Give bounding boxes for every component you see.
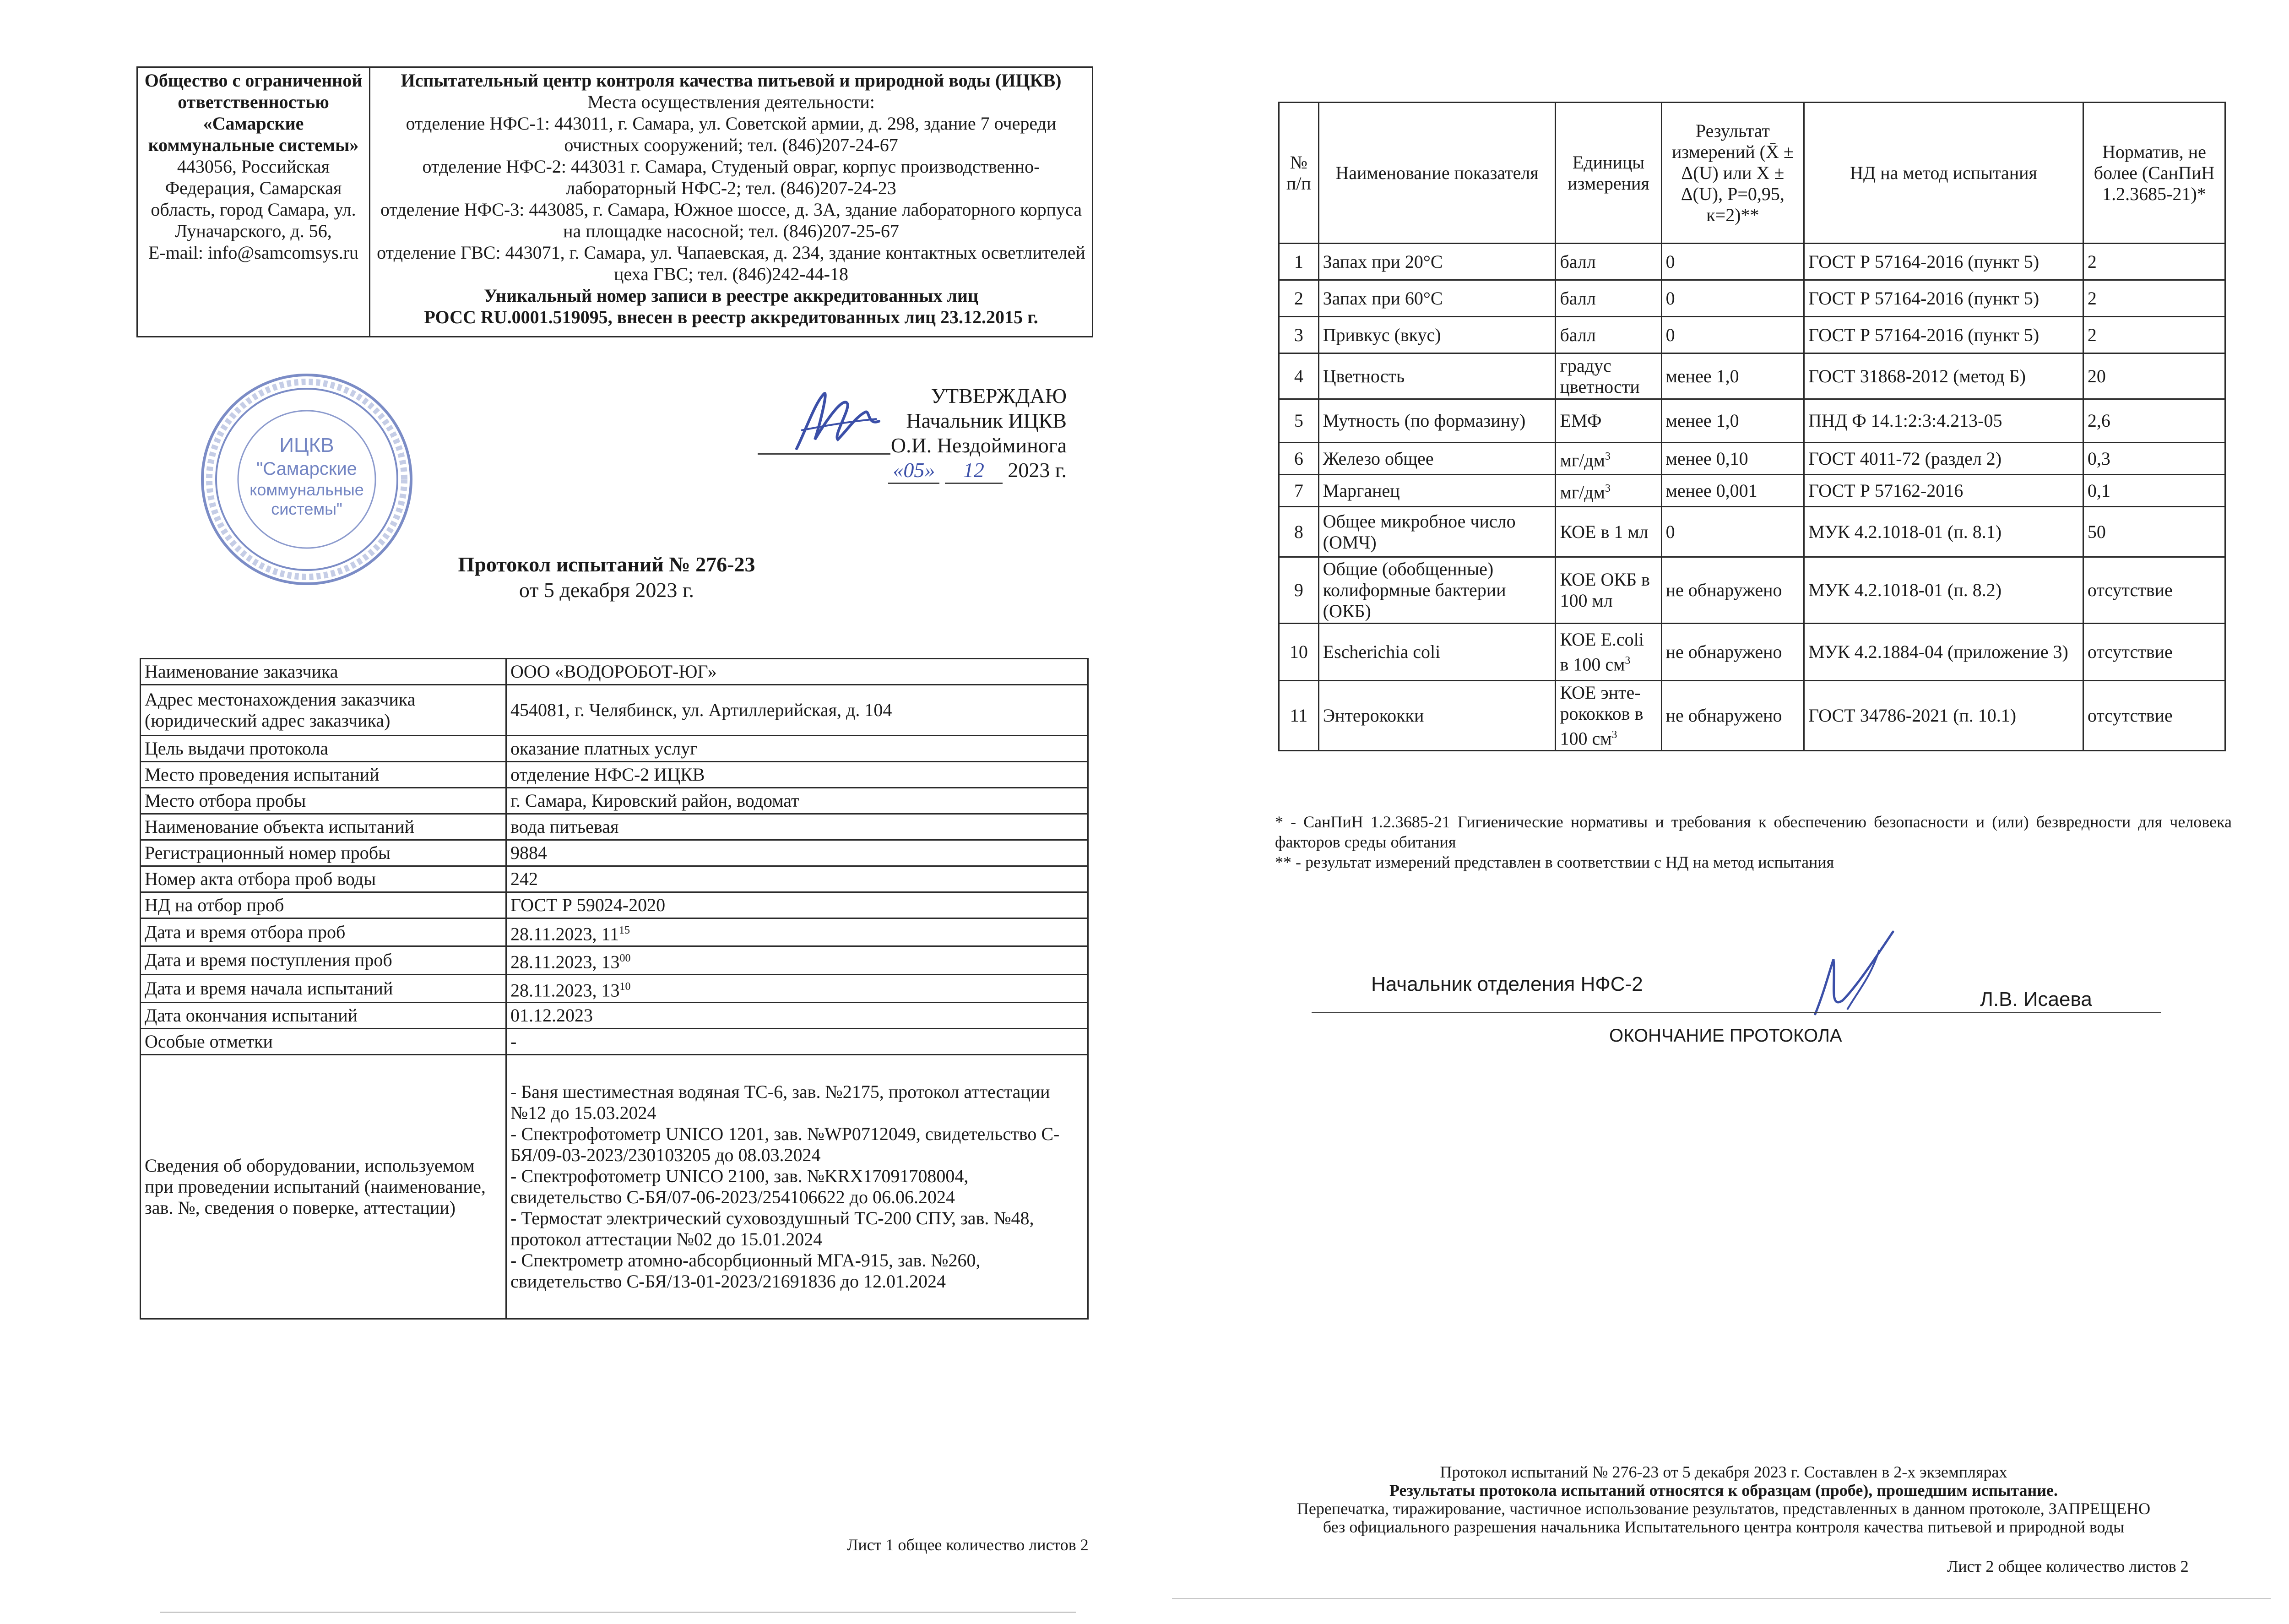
result-unit-text: балл <box>1560 251 1596 272</box>
result-unit-text: КОЕ энте-рококков в 100 см <box>1560 682 1644 749</box>
result-name <box>1318 557 1556 624</box>
header-table <box>136 66 1093 337</box>
info-value-text: 28.11.2023, 13 <box>510 951 620 972</box>
org-name: Общество с ограниченной ответственностью <box>144 70 363 112</box>
info-row <box>141 918 1088 946</box>
result-norm <box>2083 399 2225 443</box>
registry-line-1: Уникальный номер записи в реестре аккредитованных лиц <box>483 285 979 306</box>
result-unit-text: КОЕ E.coli в 100 см <box>1560 629 1644 675</box>
page2-footer: Лист 2 общее количество листов 2 <box>1947 1557 2189 1575</box>
footnote-sanpin: * - СанПиН 1.2.3685-21 Гигиенические нормативы и требования к обеспечению безопасности и (или) безвредности для человека факторов среды обитания <box>1275 813 2232 851</box>
result-n-text: 5 <box>1294 410 1303 431</box>
result-unit <box>1556 244 1661 280</box>
approval-day: «05» <box>888 458 939 484</box>
info-value-text: г. Самара, Кировский район, водомат <box>510 790 799 811</box>
result-method <box>1804 475 2083 507</box>
time-minutes: 10 <box>619 980 631 993</box>
result-name <box>1318 443 1556 475</box>
fine-line-4: без официального разрешения начальника Испытательного центра контроля качества питьевой и природной воды <box>1323 1518 2125 1536</box>
result-name <box>1318 317 1556 353</box>
organization-cell <box>137 67 370 337</box>
equipment-item: - Спектрофотометр UNICO 1201, зав. №WP0712049, свидетельство С-БЯ/09-03-2023/230103205 до 08.03.2024 <box>510 1123 1060 1165</box>
result-result-text: не обнаружено <box>1665 580 1782 600</box>
result-row <box>1279 353 2225 399</box>
result-unit <box>1556 443 1661 475</box>
signer-name: Л.В. Исаева <box>1980 988 2092 1010</box>
result-norm <box>2083 624 2225 681</box>
info-value <box>506 840 1088 866</box>
info-key: НД на отбор проб <box>141 892 506 918</box>
place-nfs3: отделение НФС-3: 443085, г. Самара, Южное шоссе, д. 3А, здание лабораторного корпуса на площадке насосной; тел. (846)207-25-67 <box>380 199 1082 241</box>
fine-line-1: Протокол испытаний № 276-23 от 5 декабря 2023 г. Составлен в 2-х экземплярах <box>1440 1463 2007 1481</box>
result-row <box>1279 399 2225 443</box>
result-result <box>1661 681 1804 751</box>
equipment-label: Сведения об оборудовании, используемом при проведении испытаний (наименование, зав. №, сведения о поверке, аттестации) <box>141 1054 506 1319</box>
result-result-text: 0 <box>1665 288 1675 309</box>
info-value <box>506 892 1088 918</box>
time-minutes: 15 <box>619 924 630 936</box>
scan-edge <box>160 1612 1076 1613</box>
col-norm: Норматив, не более (СанПиН 1.2.3685-21)* <box>2083 103 2225 244</box>
info-row <box>141 840 1088 866</box>
result-name <box>1318 244 1556 280</box>
approval-month: 12 <box>945 458 1003 484</box>
info-value-text: - <box>510 1031 517 1052</box>
col-units: Единицы измерения <box>1556 103 1661 244</box>
result-norm <box>2083 443 2225 475</box>
info-value-text: ГОСТ Р 59024-2020 <box>510 895 666 915</box>
result-method-text: ГОСТ Р 57164-2016 (пункт 5) <box>1808 251 2039 272</box>
info-key: Адрес местонахождения заказчика (юридический адрес заказчика) <box>141 685 506 736</box>
result-name-text: Общее микробное число (ОМЧ) <box>1323 511 1516 553</box>
result-result-text: 0 <box>1665 324 1675 345</box>
result-norm <box>2083 475 2225 507</box>
result-unit <box>1556 624 1661 681</box>
result-unit-text: балл <box>1560 324 1596 345</box>
approval-word: УТВЕРЖДАЮ <box>931 384 1067 407</box>
protocol-end: ОКОНЧАНИЕ ПРОТОКОЛА <box>1609 1026 1842 1046</box>
place-gvs: отделение ГВС: 443071, г. Самара, ул. Чапаевская, д. 234, здание контактных осветлителей цеха ГВС; тел. (846)242-44-18 <box>377 242 1085 284</box>
result-n-text: 10 <box>1289 641 1308 662</box>
result-n <box>1279 317 1319 353</box>
info-row <box>141 1002 1088 1028</box>
result-result-text: менее 1,0 <box>1665 365 1739 386</box>
result-row <box>1279 557 2225 624</box>
result-name <box>1318 280 1556 317</box>
result-method-text: МУК 4.2.1884-04 (приложение 3) <box>1808 641 2068 662</box>
result-name-text: Общие (обобщенные) колиформные бактерии (ОКБ) <box>1323 559 1506 621</box>
result-method <box>1804 280 2083 317</box>
col-name: Наименование показателя <box>1318 103 1556 244</box>
result-name <box>1318 624 1556 681</box>
result-row <box>1279 475 2225 507</box>
approval-position: Начальник ИЦКВ <box>906 409 1067 432</box>
result-method-text: ГОСТ Р 57164-2016 (пункт 5) <box>1808 324 2039 345</box>
time-minutes: 00 <box>619 952 631 965</box>
result-n <box>1279 244 1319 280</box>
result-norm <box>2083 507 2225 557</box>
unit-exponent: 3 <box>1605 451 1611 463</box>
result-norm-text: 2 <box>2087 288 2097 309</box>
info-key: Наименование заказчика <box>141 659 506 685</box>
result-n <box>1279 557 1319 624</box>
info-key: Особые отметки <box>141 1028 506 1054</box>
result-name-text: Запах при 20°С <box>1323 251 1443 272</box>
result-unit <box>1556 353 1661 399</box>
info-key: Дата окончания испытаний <box>141 1002 506 1028</box>
result-norm-text: 0,3 <box>2087 448 2110 469</box>
result-unit-text: градус цветности <box>1560 355 1640 397</box>
result-norm <box>2083 280 2225 317</box>
result-name-text: Железо общее <box>1323 448 1434 469</box>
result-norm-text: 20 <box>2087 365 2106 386</box>
signer-position: Начальник отделения НФС-2 <box>1371 973 1643 995</box>
info-value-text: вода питьевая <box>510 816 619 837</box>
result-norm-text: 2 <box>2087 324 2097 345</box>
result-name-text: Запах при 60°С <box>1323 288 1443 309</box>
result-n-text: 3 <box>1294 324 1303 345</box>
info-key: Наименование объекта испытаний <box>141 814 506 840</box>
equipment-item: - Термостат электрический суховоздушный ТС-200 СПУ, зав. №48, протокол аттестации №02 до 15.01.2024 <box>510 1207 1034 1249</box>
result-result <box>1661 624 1804 681</box>
approval-name: О.И. Нездойминога <box>890 434 1067 457</box>
page1-footer: Лист 1 общее количество листов 2 <box>847 1536 1089 1554</box>
info-value-text: 01.12.2023 <box>510 1005 593 1026</box>
result-name-text: Escherichia coli <box>1323 641 1441 662</box>
result-method <box>1804 443 2083 475</box>
result-name-text: Энтерококки <box>1323 705 1424 726</box>
info-row <box>141 892 1088 918</box>
result-result <box>1661 317 1804 353</box>
result-unit-text: КОЕ в 1 мл <box>1560 521 1649 542</box>
info-row <box>141 788 1088 814</box>
result-row <box>1279 681 2225 751</box>
result-n <box>1279 475 1319 507</box>
unit-exponent: 3 <box>1611 729 1617 741</box>
stamp-line-2: "Самарские <box>256 459 357 479</box>
info-row <box>141 814 1088 840</box>
result-name <box>1318 475 1556 507</box>
result-n <box>1279 353 1319 399</box>
info-key: Место отбора пробы <box>141 788 506 814</box>
result-result-text: менее 0,10 <box>1665 448 1748 469</box>
result-row <box>1279 244 2225 280</box>
info-row <box>141 946 1088 974</box>
equipment-row <box>141 1054 1088 1319</box>
info-value-text: 242 <box>510 869 538 889</box>
result-result-text: не обнаружено <box>1665 641 1782 662</box>
result-unit-text: КОЕ ОКБ в 100 мл <box>1560 569 1650 611</box>
col-method: НД на метод испытания <box>1804 103 2083 244</box>
result-result <box>1661 399 1804 443</box>
result-n <box>1279 280 1319 317</box>
result-result <box>1661 557 1804 624</box>
result-norm <box>2083 353 2225 399</box>
result-norm <box>2083 557 2225 624</box>
result-unit-text: балл <box>1560 288 1596 309</box>
result-norm <box>2083 681 2225 751</box>
result-method-text: МУК 4.2.1018-01 (п. 8.2) <box>1808 580 2002 600</box>
protocol-title: Протокол испытаний № 276-23 <box>458 553 755 576</box>
result-method-text: ГОСТ Р 57164-2016 (пункт 5) <box>1808 288 2039 309</box>
result-method <box>1804 624 2083 681</box>
info-row <box>141 736 1088 762</box>
info-value <box>506 685 1088 736</box>
result-n <box>1279 681 1319 751</box>
info-value <box>506 659 1088 685</box>
info-value <box>506 974 1088 1002</box>
result-row <box>1279 507 2225 557</box>
scan-edge <box>1172 1598 2271 1599</box>
result-unit-text: ЕМФ <box>1560 410 1602 431</box>
result-row <box>1279 443 2225 475</box>
result-unit <box>1556 475 1661 507</box>
result-name-text: Марганец <box>1323 480 1400 501</box>
info-value-text: 9884 <box>510 842 547 863</box>
result-n-text: 2 <box>1294 288 1303 309</box>
footnotes <box>1275 812 2232 872</box>
result-row <box>1279 280 2225 317</box>
info-row <box>141 1028 1088 1054</box>
org-email: E-mail: info@samcomsys.ru <box>148 242 358 263</box>
info-value <box>506 918 1088 946</box>
result-unit <box>1556 317 1661 353</box>
result-unit <box>1556 399 1661 443</box>
col-result: Результат измерений (X̄ ± Δ(U) или X ± Δ(U), P=0,95, к=2)** <box>1661 103 1804 244</box>
org-brand: «Самарские коммунальные системы» <box>148 113 359 155</box>
stamp-line-3: коммунальные <box>250 480 364 499</box>
result-norm-text: 2,6 <box>2087 410 2110 431</box>
info-value-text: 454081, г. Челябинск, ул. Артиллерийская, д. 104 <box>510 700 892 720</box>
info-value <box>506 1002 1088 1028</box>
result-name-text: Привкус (вкус) <box>1323 324 1441 345</box>
result-name <box>1318 507 1556 557</box>
info-value <box>506 788 1088 814</box>
unit-exponent: 3 <box>1625 654 1631 667</box>
stamp-line-4: системы" <box>271 500 342 518</box>
info-value-text: отделение НФС-2 ИЦКВ <box>510 764 705 785</box>
fine-line-3: Перепечатка, тиражирование, частичное использование результатов, представленных в данном протоколе, ЗАПРЕЩЕНО <box>1296 1499 2151 1518</box>
info-row <box>141 762 1088 788</box>
result-n-text: 7 <box>1294 480 1303 501</box>
result-n-text: 8 <box>1294 521 1303 542</box>
info-row <box>141 659 1088 685</box>
result-norm-text: 50 <box>2087 521 2106 542</box>
result-result <box>1661 280 1804 317</box>
result-norm <box>2083 317 2225 353</box>
equipment-item: - Баня шестиместная водяная ТС-6, зав. №2175, протокол аттестации №12 до 15.03.2024 <box>510 1081 1050 1123</box>
col-num: № п/п <box>1279 103 1319 244</box>
approval-date <box>833 458 1067 484</box>
result-result-text: менее 0,001 <box>1665 480 1757 501</box>
equipment-item: - Спектрофотометр UNICO 2100, зав. №KRX17091708004, свидетельство С-БЯ/07-06-2023/254106622 до 06.06.2024 <box>510 1165 969 1207</box>
result-n-text: 9 <box>1294 580 1303 600</box>
info-value-text: 28.11.2023, 11 <box>510 923 619 945</box>
result-norm-text: 2 <box>2087 251 2097 272</box>
info-key: Дата и время начала испытаний <box>141 974 506 1002</box>
places-label: Места осуществления деятельности: <box>587 92 875 112</box>
approval-year: 2023 г. <box>1008 458 1067 482</box>
result-n-text: 4 <box>1294 365 1303 386</box>
equipment-item: - Спектрометр атомно-абсорбционный МГА-915, зав. №260, свидетельство С-БЯ/13-01-2023/21691836 до 12.01.2024 <box>510 1249 981 1292</box>
result-name <box>1318 399 1556 443</box>
result-method <box>1804 317 2083 353</box>
result-name-text: Мутность (по формазину) <box>1323 410 1526 431</box>
sample-info-table <box>140 658 1089 1320</box>
info-value <box>506 946 1088 974</box>
info-key: Дата и время отбора проб <box>141 918 506 946</box>
result-row <box>1279 624 2225 681</box>
result-n-text: 1 <box>1294 251 1303 272</box>
result-method <box>1804 557 2083 624</box>
fine-line-2: Результаты протокола испытаний относятся к образцам (пробе), прошедшим испытание. <box>1389 1481 2058 1499</box>
info-value <box>506 762 1088 788</box>
result-result-text: 0 <box>1665 251 1675 272</box>
place-nfs1: отделение НФС-1: 443011, г. Самара, ул. Советской армии, д. 298, здание 7 очереди очистных сооружений; тел. (846)207-24-67 <box>406 113 1057 155</box>
result-method-text: ГОСТ Р 57162-2016 <box>1808 480 1964 501</box>
info-row <box>141 685 1088 736</box>
info-value <box>506 1028 1088 1054</box>
result-unit <box>1556 280 1661 317</box>
approval-block <box>833 384 1067 484</box>
result-method-text: ГОСТ 31868-2012 (метод Б) <box>1808 365 2026 386</box>
result-result <box>1661 244 1804 280</box>
result-n <box>1279 507 1319 557</box>
info-key: Регистрационный номер пробы <box>141 840 506 866</box>
result-method-text: МУК 4.2.1018-01 (п. 8.1) <box>1808 521 2002 542</box>
info-value-text: 28.11.2023, 13 <box>510 979 620 1000</box>
registry-line-2: РОСС RU.0001.519095, внесен в реестр аккредитованных лиц 23.12.2015 г. <box>424 307 1038 327</box>
place-nfs2: отделение НФС-2: 443031 г. Самара, Студеный овраг, корпус производственно-лабораторный НФС-2; тел. (846)207-24-23 <box>422 156 1040 198</box>
info-key: Дата и время поступления проб <box>141 946 506 974</box>
results-table <box>1278 102 2226 751</box>
result-norm-text: отсутствие <box>2087 705 2173 726</box>
info-row <box>141 974 1088 1002</box>
result-unit <box>1556 507 1661 557</box>
result-method-text: ГОСТ 4011-72 (раздел 2) <box>1808 448 2002 469</box>
lab-title: Испытательный центр контроля качества питьевой и природной воды (ИЦКВ) <box>401 70 1062 91</box>
result-method <box>1804 244 2083 280</box>
lab-info-cell <box>370 67 1093 337</box>
info-key: Место проведения испытаний <box>141 762 506 788</box>
org-address: 443056, Российская Федерация, Самарская область, город Самара, ул. Луначарского, д. 56, <box>151 156 356 241</box>
result-n-text: 11 <box>1290 705 1308 726</box>
protocol-date: от 5 декабря 2023 г. <box>519 578 694 602</box>
protocol-title-block <box>366 552 847 603</box>
result-n <box>1279 624 1319 681</box>
result-name-text: Цветность <box>1323 365 1405 386</box>
fine-print <box>1266 1463 2181 1536</box>
result-method <box>1804 353 2083 399</box>
result-result-text: не обнаружено <box>1665 705 1782 726</box>
result-norm-text: отсутствие <box>2087 641 2173 662</box>
info-value <box>506 814 1088 840</box>
result-unit-text: мг/дм <box>1560 450 1605 471</box>
result-result-text: менее 1,0 <box>1665 410 1739 431</box>
info-key: Цель выдачи протокола <box>141 736 506 762</box>
result-method <box>1804 507 2083 557</box>
result-method <box>1804 399 2083 443</box>
result-norm-text: 0,1 <box>2087 480 2110 501</box>
info-key: Номер акта отбора проб воды <box>141 866 506 892</box>
result-norm <box>2083 244 2225 280</box>
result-result <box>1661 475 1804 507</box>
info-value <box>506 736 1088 762</box>
info-row <box>141 866 1088 892</box>
equipment-list <box>506 1054 1088 1319</box>
info-value <box>506 866 1088 892</box>
result-unit <box>1556 681 1661 751</box>
result-method-text: ПНД Ф 14.1:2:3:4.213-05 <box>1808 410 2002 431</box>
result-row <box>1279 317 2225 353</box>
result-n-text: 6 <box>1294 448 1303 469</box>
result-n <box>1279 443 1319 475</box>
stamp-line-1: ИЦКВ <box>279 434 334 456</box>
result-name <box>1318 681 1556 751</box>
result-result <box>1661 353 1804 399</box>
footnote-result: ** - результат измерений представлен в соответствии с НД на метод испытания <box>1275 853 1834 871</box>
result-result <box>1661 507 1804 557</box>
result-n <box>1279 399 1319 443</box>
result-result-text: 0 <box>1665 521 1675 542</box>
unit-exponent: 3 <box>1605 483 1611 495</box>
end-rule <box>1312 1012 2161 1013</box>
result-name <box>1318 353 1556 399</box>
result-unit-text: мг/дм <box>1560 482 1605 503</box>
info-value-text: ООО «ВОДОРОБОТ-ЮГ» <box>510 661 717 682</box>
result-method-text: ГОСТ 34786-2021 (п. 10.1) <box>1808 705 2017 726</box>
result-result <box>1661 443 1804 475</box>
result-unit <box>1556 557 1661 624</box>
result-method <box>1804 681 2083 751</box>
info-value-text: оказание платных услуг <box>510 738 698 759</box>
result-norm-text: отсутствие <box>2087 580 2173 600</box>
